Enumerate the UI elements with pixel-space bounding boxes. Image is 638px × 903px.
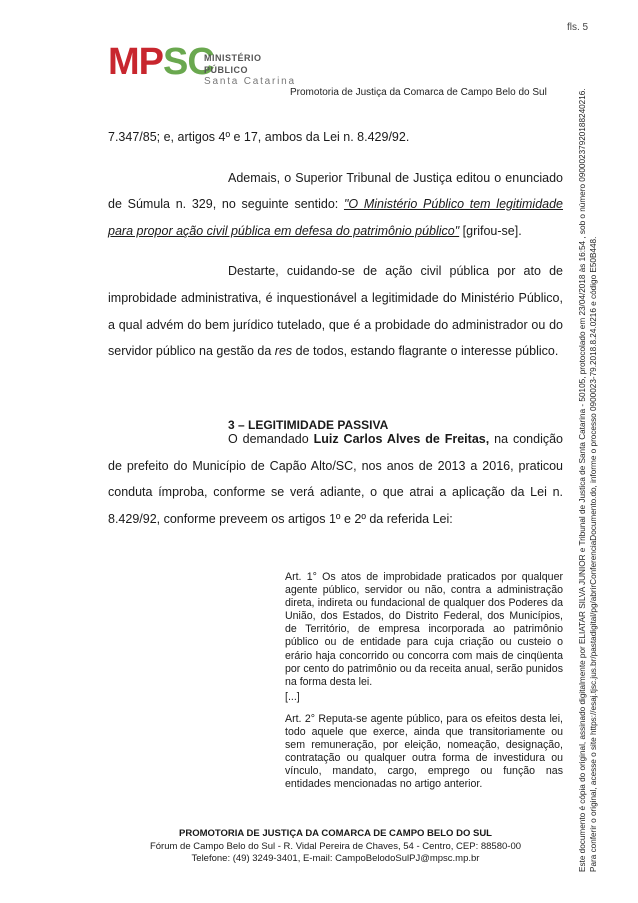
footer-line2: Fórum de Campo Belo do Sul - R. Vidal Pereira de Chaves, 54 - Centro, CEP: 88580-00 <box>149 840 522 852</box>
page-footer <box>108 828 563 866</box>
sumula-quote: "O Ministério Público tem legitimidade para propor ação civil pública em defesa do patrimônio público" <box>108 197 564 238</box>
paragraph-3-end: de todos, estando flagrante o interesse público. <box>292 344 559 359</box>
paragraph-3 <box>108 258 563 364</box>
logo-wordmark <box>108 42 214 82</box>
logo-caption <box>204 52 308 88</box>
side-line2: Para conferir o original, acesse o site https://esaj.tjsc.jus.br/pastadigital/pg/abrirConferenciaDocumento.do, informe o processo 0900023-79.2018.8.24.0216 e código E50B448. <box>588 236 598 872</box>
page-number: fls. 5 <box>567 22 589 33</box>
logo-sc: SC <box>163 41 214 83</box>
mpsc-logo <box>108 42 308 86</box>
citation-art1: Art. 1° Os atos de improbidade praticados por qualquer agente público, servidor ou não, contra a administração direta, indireta ou fundacional de qualquer dos Poderes da União, dos Estados, do Distrito Federal, dos Municípios, de Território, de empresa incorporada ao patrimônio público ou de entidade para cuja criação ou custeio o erário haja concorrido ou concorra com mais de cinqüenta por cento do patrimônio ou da receita anual, serão punidos na forma desta lei. <box>285 571 563 688</box>
logo-mp: MP <box>108 41 163 83</box>
citation-ellipsis: [...] <box>285 691 300 703</box>
header-subtitle: Promotoria de Justiça da Comarca de Campo Belo do Sul <box>290 87 547 98</box>
digital-signature-notice <box>578 12 599 872</box>
paragraph-2-start: Ademais, o Superior Tribunal de Justiça editou o enunciado de Súmula n. 329, no seguinte sentido: <box>108 170 563 212</box>
citation-art2: Art. 2° Reputa-se agente público, para os efeitos desta lei, todo aquele que exerce, ainda que transitoriamente ou sem remuneração, por eleição, nomeação, designação, contratação ou qualquer outra forma de investidura ou vínculo, mandato, cargo, emprego ou função nas entidades mencionadas no artigo anterior. <box>285 713 563 791</box>
paragraph-4 <box>108 426 563 532</box>
side-line1: Este documento é cópia do original, assinado digitalmente por ELIATAR SILVA JUNIOR e Tribunal de Justica de Santa Catarina - 50105, protocolado em 23/04/2018 às 16:54 , sob o número 09000237920188240216. <box>578 88 587 872</box>
body-block-1 <box>108 124 563 365</box>
paragraph-2-end: [grifou-se]. <box>459 223 522 238</box>
paragraph-3-start: Destarte, cuidando-se de ação civil pública por ato de improbidade administrativa, é inquestionável a legitimidade do Ministério Público, a qual advém do bem jurídico tutelado, que é a probidade do administrador ou do servidor público na gestão da <box>108 264 563 359</box>
footer-line3: Telefone: (49) 3249-3401, E-mail: CampoBelodoSulPJ@mpsc.mp.br <box>191 853 480 864</box>
paragraph-3-res: res <box>274 344 293 359</box>
body-block-2 <box>108 426 563 532</box>
logo-line2: Santa Catarina <box>204 76 296 87</box>
paragraph-4-end: na condição de prefeito do Município de Capão Alto/SC, nos anos de 2013 a 2016, praticou conduta ímproba, conforme se verá adiante, o que atrai a aplicação da Lei n. 8.429/92, conforme preveem os artigos 1º e 2º da referida Lei: <box>108 432 564 526</box>
footer-line1: PROMOTORIA DE JUSTIÇA DA COMARCA DE CAMPO BELO DO SUL <box>179 828 492 839</box>
defendant-name: Luiz Carlos Alves de Freitas, <box>313 432 490 446</box>
logo-line1: MINISTÉRIO PÚBLICO <box>204 53 262 75</box>
section-heading: 3 – LEGITIMIDADE PASSIVA <box>228 418 389 432</box>
paragraph-4-start: O demandado <box>228 432 314 446</box>
paragraph-2 <box>108 165 563 245</box>
paragraph-1: 7.347/85; e, artigos 4º e 17, ambos da Lei n. 8.429/92. <box>108 130 410 144</box>
